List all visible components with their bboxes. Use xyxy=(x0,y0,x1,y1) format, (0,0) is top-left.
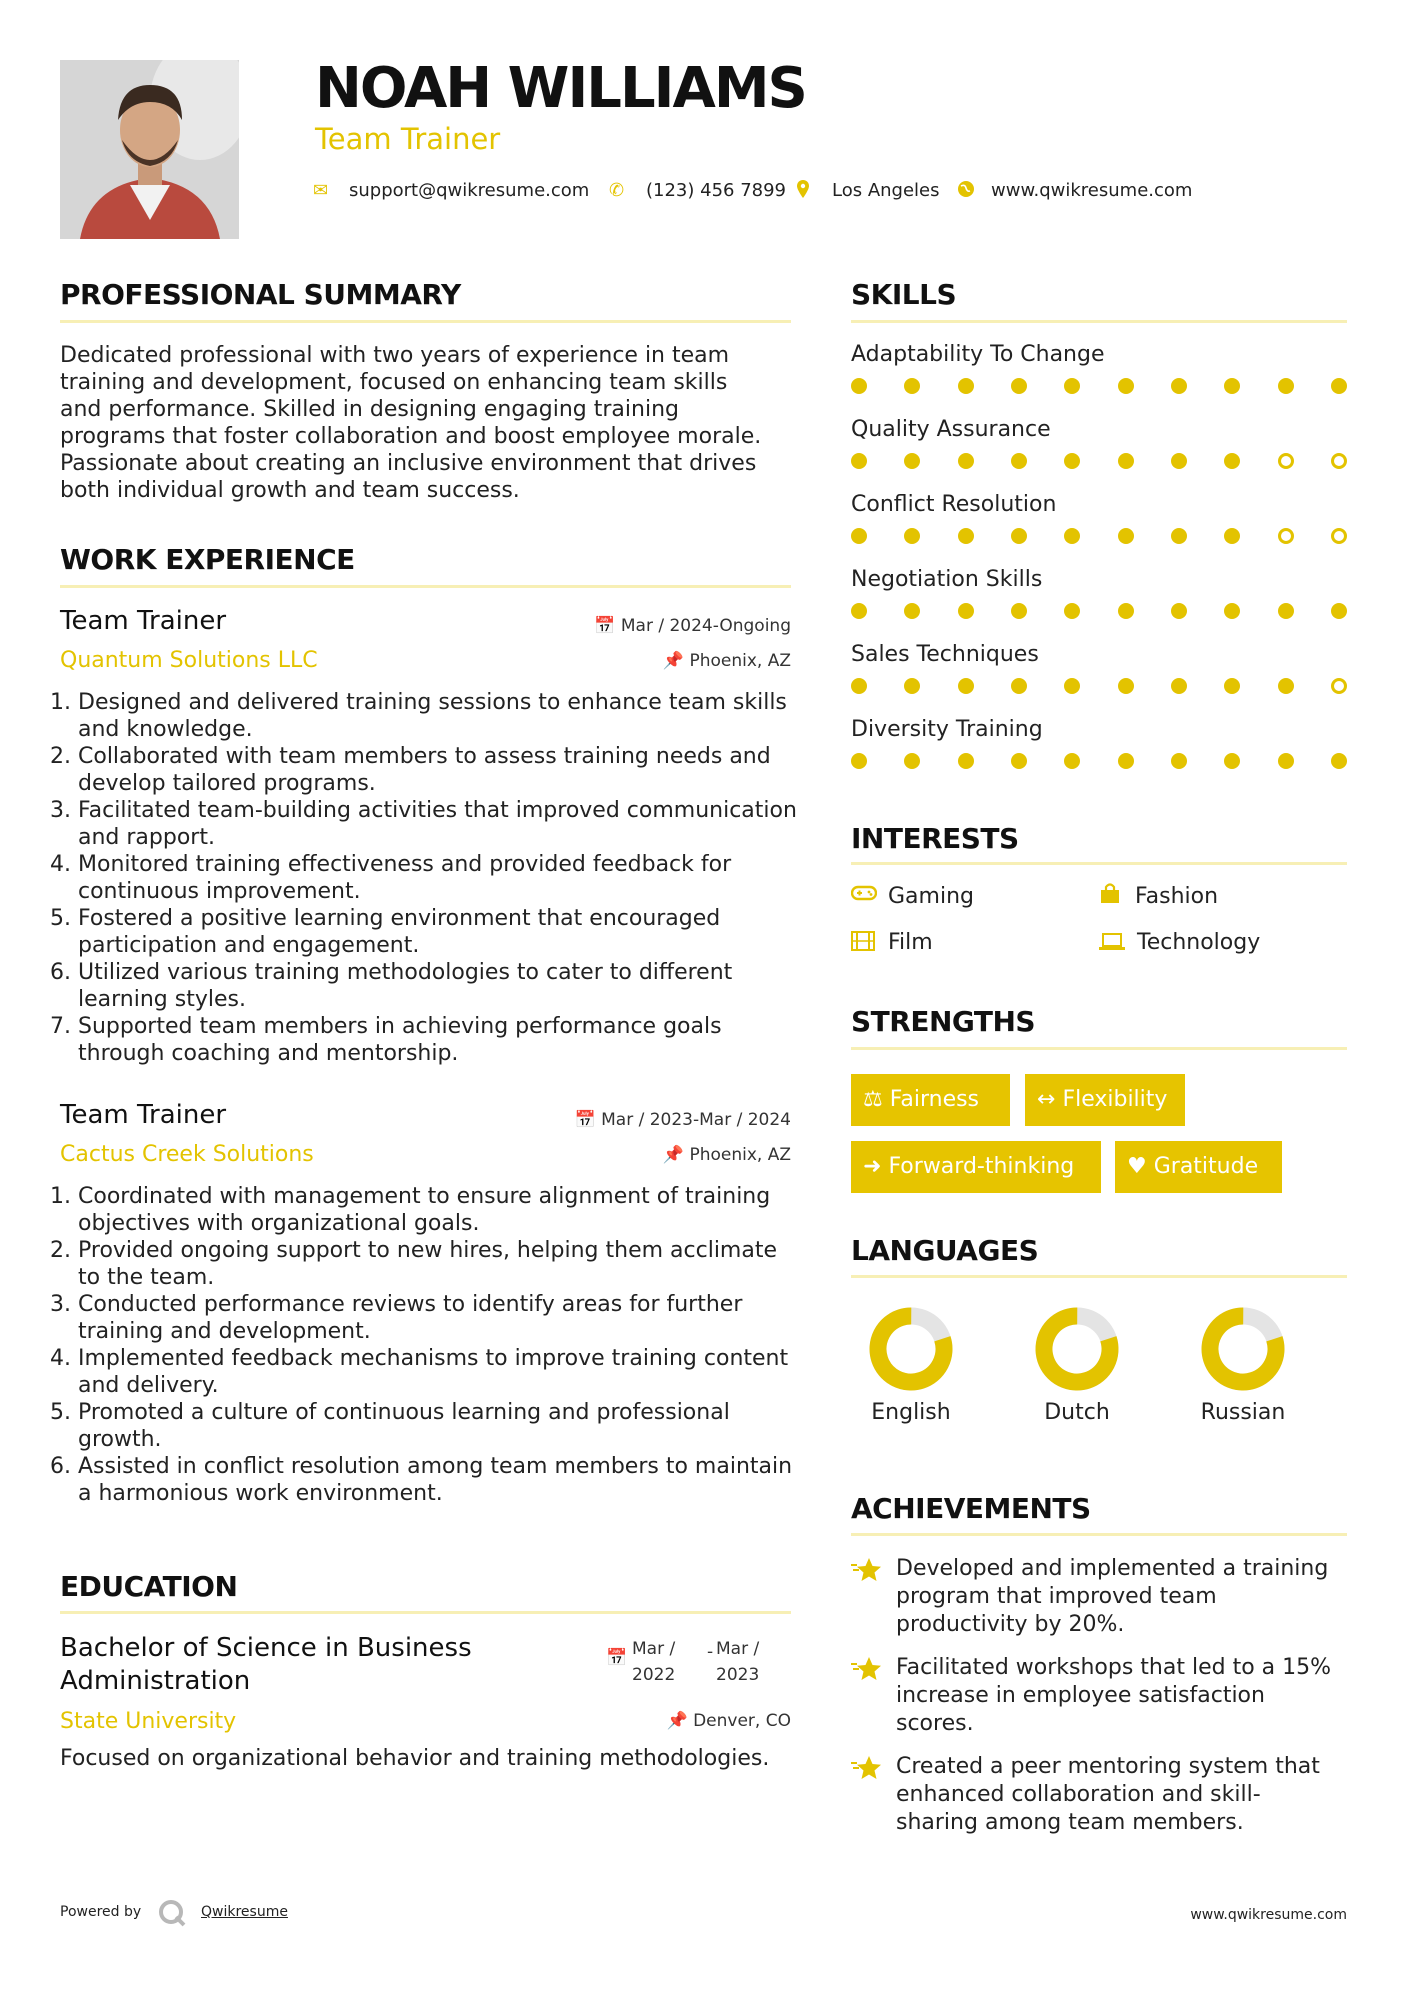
skill-rating xyxy=(851,528,1347,544)
strength-tag: ↔ Flexibility xyxy=(1025,1074,1185,1126)
rating-dot-filled xyxy=(904,603,920,619)
interest-item: Gaming xyxy=(888,884,974,909)
skill-row xyxy=(851,567,1347,642)
list-item: 7. Supported team members in achieving performance goals through coaching and mentorship. xyxy=(78,1013,800,1067)
experience-rule xyxy=(60,585,791,588)
rating-dot-filled xyxy=(1331,603,1347,619)
job-duties xyxy=(60,1183,800,1507)
gamepad-icon xyxy=(851,884,877,908)
laptop-icon xyxy=(1099,933,1125,956)
rating-dot-filled xyxy=(851,528,867,544)
skills-rule xyxy=(851,320,1347,323)
rating-dot-filled xyxy=(1171,453,1187,469)
candidate-role: Team Trainer xyxy=(315,122,501,156)
achievements-rule xyxy=(851,1533,1347,1536)
skill-name: Sales Techniques xyxy=(851,642,1039,667)
date-separator: - xyxy=(707,1642,714,1662)
rating-dot-filled xyxy=(1011,678,1027,694)
strength-tag: ➜ Forward-thinking xyxy=(851,1141,1101,1193)
star-icon xyxy=(851,1754,885,1787)
skill-name: Negotiation Skills xyxy=(851,567,1043,592)
language-name: English xyxy=(871,1400,951,1425)
rating-dot-filled xyxy=(1224,453,1240,469)
summary-text: Dedicated professional with two years of experience in team training and development, focused on enhancing team skills and performance. Skilled in designing engaging training programs that foster collaboration and boost employee morale. Passionate about creating an inclusive environment that drives both individual growth and team success. xyxy=(60,343,762,503)
phone-number: (123) 456 7899 xyxy=(646,180,787,201)
job-date: 📅 Mar / 2023-Mar / 2024 xyxy=(574,1110,791,1130)
language-level-ring xyxy=(1017,1305,1137,1395)
rating-dot-filled xyxy=(851,678,867,694)
interest-item: Film xyxy=(888,930,933,955)
rating-dot-filled xyxy=(1224,528,1240,544)
skill-name: Adaptability To Change xyxy=(851,342,1105,367)
rating-dot-filled xyxy=(1278,678,1294,694)
languages-rule xyxy=(851,1275,1347,1278)
strengths-heading: STRENGTHS xyxy=(851,1005,1036,1038)
list-item: 1. Designed and delivered training sessions to enhance team skills and knowledge. xyxy=(78,689,800,743)
skills-list xyxy=(851,342,1347,792)
interests-heading: INTERESTS xyxy=(851,822,1019,855)
calendar-icon: 📅 xyxy=(606,1648,628,1668)
globe-icon xyxy=(957,180,975,203)
interest-item: Technology xyxy=(1137,930,1261,955)
rating-dot-filled xyxy=(1011,603,1027,619)
school-name: State University xyxy=(60,1709,237,1734)
pushpin-icon: 📌 xyxy=(662,651,685,671)
job-company: Cactus Creek Solutions xyxy=(60,1142,314,1167)
job-location: 📌 Phoenix, AZ xyxy=(662,1145,791,1165)
rating-dot-filled xyxy=(851,378,867,394)
rating-dot-empty xyxy=(1331,453,1347,469)
experience-heading: WORK EXPERIENCE xyxy=(60,543,355,576)
rating-dot-filled xyxy=(958,678,974,694)
rating-dot-filled xyxy=(1171,603,1187,619)
skill-name: Quality Assurance xyxy=(851,417,1051,442)
languages-list xyxy=(851,1305,1347,1455)
education-heading: EDUCATION xyxy=(60,1570,238,1603)
rating-dot-filled xyxy=(1064,528,1080,544)
candidate-name: NOAH WILLIAMS xyxy=(315,56,806,121)
achievement-item: Facilitated workshops that led to a 15% increase in employee satisfaction scores. xyxy=(896,1655,1332,1736)
list-item: 4. Implemented feedback mechanisms to improve training content and delivery. xyxy=(78,1345,800,1399)
language-item xyxy=(851,1305,971,1425)
education-end-date: Mar / 2023 xyxy=(716,1639,760,1685)
achievement-item: Created a peer mentoring system that enhanced collaboration and skill- sharing among team members. xyxy=(896,1754,1320,1835)
strength-tag: ♥ Gratitude xyxy=(1115,1141,1282,1193)
footer-website-link[interactable]: www.qwikresume.com xyxy=(1190,1907,1347,1923)
rating-dot-filled xyxy=(1011,453,1027,469)
education-rule xyxy=(60,1611,791,1614)
language-level-ring xyxy=(851,1305,971,1395)
rating-dot-filled xyxy=(1118,528,1134,544)
skill-row xyxy=(851,642,1347,717)
rating-dot-filled xyxy=(1171,378,1187,394)
heart-icon: ♥ xyxy=(1127,1154,1147,1179)
list-item: 5. Fostered a positive learning environment that encouraged participation and engagement. xyxy=(78,905,800,959)
rating-dot-filled xyxy=(1011,753,1027,769)
job-company: Quantum Solutions LLC xyxy=(60,648,318,673)
arrow-right-icon: ➜ xyxy=(863,1154,882,1179)
rating-dot-filled xyxy=(1064,378,1080,394)
rating-dot-filled xyxy=(1118,603,1134,619)
rating-dot-filled xyxy=(958,453,974,469)
skill-name: Conflict Resolution xyxy=(851,492,1057,517)
rating-dot-filled xyxy=(1278,378,1294,394)
film-icon xyxy=(851,931,875,956)
skill-row xyxy=(851,717,1347,792)
languages-heading: LANGUAGES xyxy=(851,1234,1039,1267)
skill-row xyxy=(851,492,1347,567)
calendar-icon: 📅 xyxy=(594,616,616,636)
shopping-bag-icon xyxy=(1099,882,1121,909)
rating-dot-filled xyxy=(851,453,867,469)
pushpin-icon: 📌 xyxy=(666,1711,688,1731)
rating-dot-filled xyxy=(958,753,974,769)
education-location: 📌 Denver, CO xyxy=(666,1711,791,1731)
summary-rule xyxy=(60,320,791,323)
rating-dot-filled xyxy=(1011,378,1027,394)
profile-photo xyxy=(60,60,239,239)
list-item: 5. Promoted a culture of continuous learning and professional growth. xyxy=(78,1399,800,1453)
education-description: Focused on organizational behavior and training methodologies. xyxy=(60,1746,770,1771)
website-link[interactable]: www.qwikresume.com xyxy=(991,180,1193,201)
list-item: 1. Coordinated with management to ensure alignment of training objectives with organizational goals. xyxy=(78,1183,800,1237)
rating-dot-filled xyxy=(1118,453,1134,469)
skills-heading: SKILLS xyxy=(851,278,957,311)
skill-rating xyxy=(851,603,1347,619)
list-item: 3. Facilitated team-building activities that improved communication and rapport. xyxy=(78,797,800,851)
rating-dot-filled xyxy=(1278,753,1294,769)
list-item: 4. Monitored training effectiveness and provided feedback for continuous improvement. xyxy=(78,851,800,905)
powered-by-label: Powered by xyxy=(60,1904,142,1920)
job-title: Team Trainer xyxy=(60,606,227,636)
achievements-heading: ACHIEVEMENTS xyxy=(851,1492,1091,1525)
phone-icon: ✆ xyxy=(609,180,625,200)
rating-dot-filled xyxy=(1224,753,1240,769)
rating-dot-filled xyxy=(851,753,867,769)
rating-dot-filled xyxy=(1224,378,1240,394)
rating-dot-filled xyxy=(904,678,920,694)
skill-row xyxy=(851,417,1347,492)
rating-dot-filled xyxy=(1118,678,1134,694)
rating-dot-filled xyxy=(904,453,920,469)
strength-tag: ⚖ Fairness xyxy=(851,1074,1010,1126)
rating-dot-filled xyxy=(1331,753,1347,769)
rating-dot-filled xyxy=(1171,753,1187,769)
language-item xyxy=(1183,1305,1303,1425)
location-text: Los Angeles xyxy=(832,180,940,201)
rating-dot-empty xyxy=(1278,528,1294,544)
rating-dot-empty xyxy=(1331,678,1347,694)
rating-dot-filled xyxy=(958,378,974,394)
location-pin-icon xyxy=(797,180,809,203)
rating-dot-filled xyxy=(958,603,974,619)
rating-dot-filled xyxy=(1064,678,1080,694)
job-date: 📅 Mar / 2024-Ongoing xyxy=(594,616,791,636)
language-name: Russian xyxy=(1200,1400,1286,1425)
email-icon: ✉ xyxy=(313,180,329,200)
list-item: 6. Assisted in conflict resolution among team members to maintain a harmonious work environment. xyxy=(78,1453,800,1507)
rating-dot-filled xyxy=(1224,603,1240,619)
calendar-icon: 📅 xyxy=(574,1110,596,1130)
rating-dot-filled xyxy=(1171,528,1187,544)
arrows-horizontal-icon: ↔ xyxy=(1037,1087,1056,1112)
rating-dot-filled xyxy=(1171,678,1187,694)
skill-rating xyxy=(851,378,1347,394)
rating-dot-filled xyxy=(851,603,867,619)
rating-dot-filled xyxy=(1011,528,1027,544)
scale-icon: ⚖ xyxy=(863,1087,883,1112)
qwikresume-link[interactable]: Qwikresume xyxy=(201,1904,288,1920)
job-location: 📌 Phoenix, AZ xyxy=(662,651,791,671)
rating-dot-filled xyxy=(958,528,974,544)
skill-rating xyxy=(851,753,1347,769)
degree-title: Bachelor of Science in Business Administration xyxy=(60,1633,472,1696)
language-name: Dutch xyxy=(1044,1400,1110,1425)
job-title: Team Trainer xyxy=(60,1100,227,1130)
rating-dot-filled xyxy=(904,753,920,769)
list-item: 3. Conducted performance reviews to identify areas for further training and development. xyxy=(78,1291,800,1345)
rating-dot-filled xyxy=(1064,753,1080,769)
rating-dot-filled xyxy=(1118,753,1134,769)
interest-item: Fashion xyxy=(1135,884,1219,909)
rating-dot-filled xyxy=(904,528,920,544)
interests-rule xyxy=(851,862,1347,865)
rating-dot-filled xyxy=(1118,378,1134,394)
strengths-rule xyxy=(851,1047,1347,1050)
skill-rating xyxy=(851,453,1347,469)
list-item: 2. Collaborated with team members to assess training needs and develop tailored programs. xyxy=(78,743,800,797)
rating-dot-filled xyxy=(1224,678,1240,694)
job-duties xyxy=(60,689,800,1067)
list-item: 2. Provided ongoing support to new hires, helping them acclimate to the team. xyxy=(78,1237,800,1291)
rating-dot-empty xyxy=(1278,453,1294,469)
rating-dot-filled xyxy=(1331,378,1347,394)
star-icon xyxy=(851,1655,885,1688)
rating-dot-filled xyxy=(1278,603,1294,619)
list-item: 6. Utilized various training methodologies to cater to different learning styles. xyxy=(78,959,800,1013)
language-item xyxy=(1017,1305,1137,1425)
skill-rating xyxy=(851,678,1347,694)
rating-dot-filled xyxy=(1064,603,1080,619)
rating-dot-filled xyxy=(1064,453,1080,469)
skill-name: Diversity Training xyxy=(851,717,1043,742)
pushpin-icon: 📌 xyxy=(662,1145,685,1165)
rating-dot-empty xyxy=(1331,528,1347,544)
email-link[interactable]: support@qwikresume.com xyxy=(349,180,590,201)
language-level-ring xyxy=(1183,1305,1303,1395)
qwikresume-logo-icon xyxy=(157,1898,187,1933)
summary-heading: PROFESSIONAL SUMMARY xyxy=(60,278,461,311)
rating-dot-filled xyxy=(904,378,920,394)
achievement-item: Developed and implemented a training program that improved team productivity by 20%. xyxy=(896,1556,1329,1637)
skill-row xyxy=(851,342,1347,417)
education-start-date: Mar / 2022 xyxy=(632,1639,676,1685)
star-icon xyxy=(851,1556,885,1589)
